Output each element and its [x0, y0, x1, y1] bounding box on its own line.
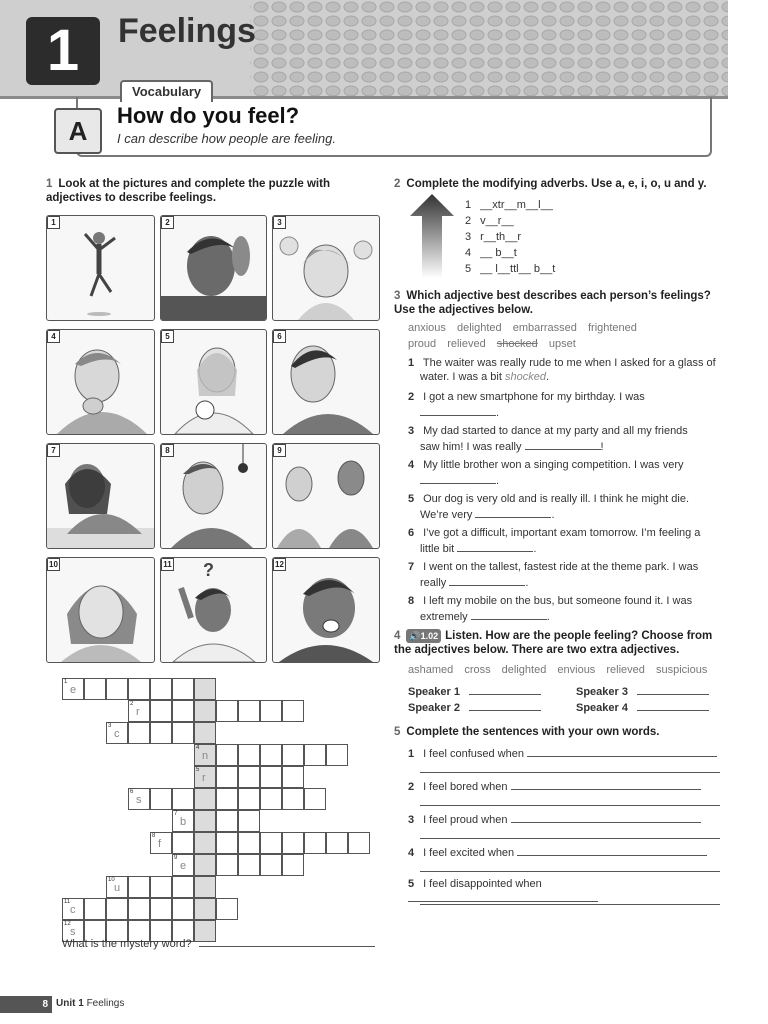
word-option: envious	[557, 664, 596, 676]
crossword-cell[interactable]	[194, 744, 216, 766]
item-text: I feel bored when	[423, 781, 508, 793]
picture-4	[46, 329, 155, 435]
exercise-text: Look at the pictures and complete the puzzle with adjectives to describe feelings.	[46, 178, 330, 204]
clue-number: 12	[64, 921, 71, 927]
crossword-cell[interactable]	[216, 832, 238, 854]
item-number: 1	[408, 748, 415, 760]
item-text: The waiter was really rude to me when I asked for a glass of	[422, 357, 716, 369]
crossword-cell[interactable]	[128, 876, 150, 898]
answer-line[interactable]	[511, 779, 701, 790]
clue-number: 1	[64, 679, 68, 685]
proud-girl-illustration	[161, 330, 266, 434]
footer-unit	[56, 998, 124, 1009]
word-option: frightened	[587, 322, 637, 334]
crossword-cell[interactable]	[216, 854, 238, 876]
crossword-cell[interactable]	[150, 722, 172, 744]
clue-number: 3	[108, 723, 112, 729]
item-text: My dad started to dance at my party and all my friends	[423, 425, 688, 437]
word-option: cross	[464, 664, 491, 676]
word-box	[408, 664, 738, 677]
adverb-puzzle-text[interactable]: __ l__ttl__ b__t	[480, 263, 556, 275]
item-text: I feel proud when	[423, 814, 508, 826]
crossword-cell[interactable]	[84, 898, 106, 920]
picture-number: 8	[161, 444, 174, 457]
item-punctuation: .	[551, 509, 555, 521]
adverb-puzzle-text[interactable]: __ b__t	[480, 247, 517, 259]
item-text-continued: We’re very	[420, 509, 473, 521]
answer-line[interactable]	[420, 861, 720, 872]
crossword-cell[interactable]	[260, 832, 282, 854]
exercise-2-instruction	[394, 177, 724, 191]
crossword-cell[interactable]	[172, 722, 194, 744]
crossword-cell[interactable]	[150, 788, 172, 810]
answer-line[interactable]	[420, 894, 720, 905]
item-number: 4	[408, 459, 415, 471]
word-option: relieved	[606, 664, 645, 676]
crossword-cell[interactable]	[62, 678, 84, 700]
speaker-row	[408, 684, 541, 699]
crossword-cell[interactable]	[260, 788, 282, 810]
angry-woman-illustration	[273, 216, 379, 320]
exercise-1-instruction	[46, 177, 336, 205]
picture-number: 11	[161, 558, 174, 571]
clue-number: 5	[196, 767, 200, 773]
lesson-subtitle: I can describe how people are feeling.	[117, 131, 336, 146]
crossword-cell[interactable]	[194, 832, 216, 854]
first-letter-hint: n	[202, 750, 209, 762]
exercise-number: 5	[394, 726, 401, 738]
answer-line[interactable]	[511, 812, 701, 823]
crossword-cell[interactable]	[238, 744, 260, 766]
first-letter-hint: s	[70, 926, 76, 938]
first-letter-hint: f	[158, 838, 162, 850]
list-item	[408, 493, 728, 521]
exercise-5-instruction	[394, 725, 724, 739]
clue-number: 6	[130, 789, 134, 795]
crossword-cell[interactable]	[194, 722, 216, 744]
crossword-cell[interactable]	[172, 700, 194, 722]
item-number: 2	[408, 781, 415, 793]
speaker-row	[576, 700, 709, 715]
answer-line[interactable]	[449, 575, 525, 586]
exercise-number: 3	[394, 290, 401, 302]
picture-10	[46, 557, 155, 663]
picture-number: 2	[161, 216, 174, 229]
item-text-continued: extremely	[420, 611, 468, 623]
answer-line[interactable]	[475, 507, 551, 518]
crossword-cell[interactable]	[238, 700, 260, 722]
picture-number: 12	[273, 558, 286, 571]
answer-line[interactable]	[420, 762, 720, 773]
list-item	[408, 779, 728, 812]
first-letter-hint: e	[70, 684, 77, 696]
crossword-cell[interactable]	[260, 744, 282, 766]
speaker-label: Speaker 4	[576, 702, 628, 714]
exercise-number: 1	[46, 178, 53, 190]
item-number: 5	[408, 878, 415, 890]
crossword-cell[interactable]	[216, 700, 238, 722]
item-punctuation: .	[496, 407, 500, 419]
item-punctuation: .	[496, 475, 500, 487]
answer-line[interactable]	[420, 405, 496, 416]
item-text-continued: really	[420, 577, 447, 589]
crossword-cell[interactable]	[106, 898, 128, 920]
crossword-cell[interactable]	[172, 788, 194, 810]
word-option: relieved	[447, 338, 486, 350]
adverb-puzzle-text[interactable]: __xtr__m__l__	[480, 199, 553, 211]
item-text: I feel confused when	[423, 748, 524, 760]
item-number: 3	[408, 814, 415, 826]
word-option: anxious	[408, 322, 446, 334]
crossword-cell[interactable]	[326, 744, 348, 766]
answer-line[interactable]	[420, 473, 496, 484]
item-text: I feel disappointed when	[423, 878, 542, 890]
item-number: 8	[408, 595, 415, 607]
banner-pattern	[0, 0, 728, 96]
item-text: I’ve got a difficult, important exam tomorrow. I’m feeling a	[423, 527, 701, 539]
exercise-number: 2	[394, 178, 401, 190]
crossword-cell[interactable]	[194, 810, 216, 832]
crossword-cell[interactable]	[172, 876, 194, 898]
crossword-cell[interactable]	[128, 788, 150, 810]
adverb-puzzle-text[interactable]: v__r__	[480, 215, 514, 227]
crossword-cell[interactable]	[282, 766, 304, 788]
crossword-cell[interactable]	[282, 744, 304, 766]
answer-line[interactable]	[471, 609, 547, 620]
crossword-cell[interactable]	[194, 854, 216, 876]
picture-7	[46, 443, 155, 549]
list-item	[408, 746, 728, 779]
speaker-label: Speaker 1	[408, 686, 460, 698]
picture-3	[272, 215, 380, 321]
crossword-cell[interactable]	[194, 766, 216, 788]
crossword-cell[interactable]	[172, 832, 194, 854]
exercise-number: 4	[394, 630, 401, 642]
clue-number: 9	[174, 855, 178, 861]
exercise-text: Which adjective best describes each person’s feelings? Use the adjectives below.	[394, 290, 711, 316]
crossword-cell[interactable]	[172, 898, 194, 920]
picture-number: 1	[47, 216, 60, 229]
worried-man-illustration	[161, 216, 266, 320]
crossword-cell[interactable]	[106, 678, 128, 700]
crossword-cell[interactable]	[216, 788, 238, 810]
item-number: 4	[408, 847, 415, 859]
intensity-arrow-icon	[408, 194, 456, 278]
first-letter-hint: b	[180, 816, 187, 828]
item-number: 3	[465, 231, 472, 243]
crossword-cell[interactable]	[172, 678, 194, 700]
picture-number: 6	[273, 330, 286, 343]
item-number: 7	[408, 561, 415, 573]
clue-number: 10	[108, 877, 115, 883]
item-text: I feel excited when	[423, 847, 515, 859]
clue-number: 2	[130, 701, 134, 707]
upset-girl-illustration	[47, 558, 154, 662]
crossword-cell[interactable]	[150, 876, 172, 898]
speaker-row	[576, 684, 709, 699]
first-letter-hint: c	[70, 904, 76, 916]
crossword-cell[interactable]	[216, 766, 238, 788]
item-number: 1	[408, 357, 415, 369]
picture-number: 5	[161, 330, 174, 343]
sad-woman-illustration	[47, 444, 154, 548]
adverb-puzzle-text[interactable]: r__th__r	[480, 231, 522, 243]
envious-couple-illustration	[273, 444, 379, 548]
exercise-3-items	[408, 357, 728, 629]
picture-number: 3	[273, 216, 286, 229]
speaker-answer-line[interactable]	[637, 684, 709, 695]
item-number: 3	[408, 425, 415, 437]
list-item	[465, 247, 665, 263]
item-text-continued: saw him! I was really	[420, 441, 522, 453]
item-text-continued: little bit	[420, 543, 455, 555]
first-letter-hint: s	[136, 794, 142, 806]
clue-number: 11	[64, 899, 71, 905]
item-text-continued: water. I was a bit	[420, 371, 502, 383]
item-text: I got a new smartphone for my birthday. I was	[423, 391, 645, 403]
list-item	[408, 878, 728, 911]
crossword-cell[interactable]	[106, 722, 128, 744]
crossword-cell[interactable]	[260, 766, 282, 788]
footer-unit-name: Feelings	[86, 998, 125, 1009]
picture-5	[160, 329, 267, 435]
clue-number: 4	[196, 745, 200, 751]
list-item	[465, 199, 665, 215]
crossword-cell[interactable]	[62, 898, 84, 920]
list-item	[408, 845, 728, 878]
item-punctuation: .	[525, 577, 529, 589]
word-option: delighted	[501, 664, 547, 676]
crossword-cell[interactable]	[128, 722, 150, 744]
item-number: 1	[465, 199, 472, 211]
crossword-cell[interactable]	[194, 876, 216, 898]
picture-number: 9	[273, 444, 286, 457]
crossword-cell[interactable]	[128, 678, 150, 700]
item-text: I left my mobile on the bus, but someone found it. I was	[423, 595, 693, 607]
word-option: proud	[408, 338, 437, 350]
list-item	[408, 595, 728, 623]
list-item	[408, 391, 728, 419]
speaker-answer-line[interactable]	[637, 700, 709, 711]
item-number: 2	[465, 215, 472, 227]
shocked-man-illustration	[273, 558, 379, 662]
list-item	[408, 561, 728, 589]
picture-8	[160, 443, 267, 549]
mystery-word-row	[62, 936, 375, 951]
item-punctuation: .	[546, 611, 550, 623]
item-punctuation: .	[545, 371, 550, 383]
lesson-letter: A	[54, 108, 102, 154]
item-number: 2	[408, 391, 415, 403]
crossword-cell[interactable]	[260, 700, 282, 722]
word-box	[408, 322, 728, 354]
speaker-row	[408, 700, 541, 715]
mystery-word-answer-line[interactable]	[199, 936, 375, 947]
picture-6	[272, 329, 380, 435]
list-item	[408, 527, 728, 555]
crossword-cell[interactable]	[238, 810, 260, 832]
word-option: delighted	[456, 322, 502, 334]
answer-line[interactable]	[525, 439, 601, 450]
list-item	[408, 459, 728, 487]
word-option-used: shocked	[496, 338, 538, 350]
crossword-cell[interactable]	[238, 832, 260, 854]
item-number: 5	[465, 263, 472, 275]
list-item	[408, 812, 728, 845]
word-option: ashamed	[408, 664, 454, 676]
exercise-text: Complete the sentences with your own words.	[406, 726, 660, 738]
jumping-person-illustration	[47, 216, 154, 320]
picture-12	[272, 557, 380, 663]
speaker-label: Speaker 3	[576, 686, 628, 698]
frightened-man-illustration	[161, 444, 266, 548]
crossword-cell[interactable]	[150, 700, 172, 722]
exercise-3-instruction	[394, 289, 724, 317]
crossword-cell[interactable]	[348, 832, 370, 854]
item-text: My little brother won a singing competition. I was very	[423, 459, 684, 471]
crossword-cell[interactable]	[84, 678, 106, 700]
word-option: embarrassed	[512, 322, 577, 334]
picture-number: 7	[47, 444, 60, 457]
crossword-cell[interactable]	[172, 810, 194, 832]
list-item	[408, 357, 728, 385]
crossword-cell[interactable]	[282, 700, 304, 722]
item-number: 5	[408, 493, 415, 505]
item-punctuation: !	[600, 441, 604, 453]
item-number: 6	[408, 527, 415, 539]
clue-number: 7	[174, 811, 178, 817]
crossword-cell[interactable]	[194, 700, 216, 722]
unit-title: Feelings	[118, 12, 256, 50]
crossword-cell[interactable]	[194, 788, 216, 810]
list-item	[408, 425, 728, 453]
list-item	[465, 215, 665, 231]
footer-unit-label: Unit 1	[56, 998, 84, 1009]
crossword-cell[interactable]	[304, 788, 326, 810]
item-number: 4	[465, 247, 472, 259]
answer-line[interactable]	[420, 828, 720, 839]
exercise-text: Complete the modifying adverbs. Use a, e, i, o, u and y.	[406, 178, 707, 190]
list-item	[465, 231, 665, 247]
answer-line[interactable]	[527, 746, 717, 757]
crossword-cell[interactable]	[282, 788, 304, 810]
adverb-list	[465, 199, 665, 279]
item-punctuation: .	[533, 543, 537, 555]
confused-boy-illustration	[161, 558, 266, 662]
first-letter-hint: u	[114, 882, 121, 894]
answer-line[interactable]	[420, 795, 720, 806]
crossword-cell[interactable]	[260, 854, 282, 876]
crossword-cell[interactable]	[150, 832, 172, 854]
word-option: upset	[548, 338, 576, 350]
crossword-cell[interactable]	[216, 744, 238, 766]
lesson-title: How do you feel?	[117, 103, 300, 128]
svg-text:?: ?	[203, 560, 214, 580]
example-answer: shocked	[505, 371, 546, 383]
first-letter-hint: c	[114, 728, 120, 740]
crossword-cell[interactable]	[304, 832, 326, 854]
first-letter-hint: r	[202, 772, 206, 784]
crossword-cell[interactable]	[326, 832, 348, 854]
crossword-cell[interactable]	[304, 744, 326, 766]
crossword-cell[interactable]	[216, 810, 238, 832]
first-letter-hint: r	[136, 706, 140, 718]
clue-number: 8	[152, 833, 156, 839]
crossword-cell[interactable]	[216, 898, 238, 920]
audio-track-number: 1.02	[420, 631, 439, 641]
first-letter-hint: e	[180, 860, 187, 872]
suspicious-man-illustration	[273, 330, 379, 434]
crossword-cell[interactable]	[194, 898, 216, 920]
speaker-label: Speaker 2	[408, 702, 460, 714]
speaker-answer-line[interactable]	[469, 700, 541, 711]
unit-number: 1	[26, 17, 100, 85]
crossword-cell[interactable]	[238, 854, 260, 876]
picture-number: 4	[47, 330, 60, 343]
crossword-cell[interactable]	[238, 766, 260, 788]
picture-2	[160, 215, 267, 321]
mystery-word-prompt: What is the mystery word?	[62, 938, 192, 950]
crossword-cell[interactable]	[238, 788, 260, 810]
crossword-cell[interactable]	[150, 898, 172, 920]
picture-9	[272, 443, 380, 549]
picture-1	[46, 215, 155, 321]
exercise-5-items	[408, 746, 728, 911]
crossword-cell[interactable]	[194, 678, 216, 700]
exercise-text: Listen. How are the people feeling? Choose from the adjectives below. There are two extra adjectives.	[394, 630, 713, 656]
crossword-cell[interactable]	[128, 700, 150, 722]
crossword-cell[interactable]	[282, 854, 304, 876]
answer-line[interactable]	[517, 845, 707, 856]
page-number: 8	[0, 996, 52, 1013]
picture-11	[160, 557, 267, 663]
unit-banner	[0, 0, 728, 99]
picture-number: 10	[47, 558, 60, 571]
crossword-cell[interactable]	[282, 832, 304, 854]
crossword-cell[interactable]	[106, 876, 128, 898]
speaker-answer-line[interactable]	[469, 684, 541, 695]
item-text: Our dog is very old and is really ill. I think he might die.	[423, 493, 690, 505]
answer-line[interactable]	[457, 541, 533, 552]
item-text: I went on the tallest, fastest ride at the theme park. I was	[423, 561, 699, 573]
exercise-4-instruction	[394, 629, 724, 657]
crossword-cell[interactable]	[150, 678, 172, 700]
list-item	[465, 263, 665, 279]
nervous-man-illustration	[47, 330, 154, 434]
crossword-cell[interactable]	[172, 854, 194, 876]
section-tab: Vocabulary	[120, 80, 213, 102]
audio-track-badge[interactable]: 🔊1.02	[406, 629, 441, 643]
crossword-cell[interactable]	[128, 898, 150, 920]
word-option: suspicious	[655, 664, 708, 676]
